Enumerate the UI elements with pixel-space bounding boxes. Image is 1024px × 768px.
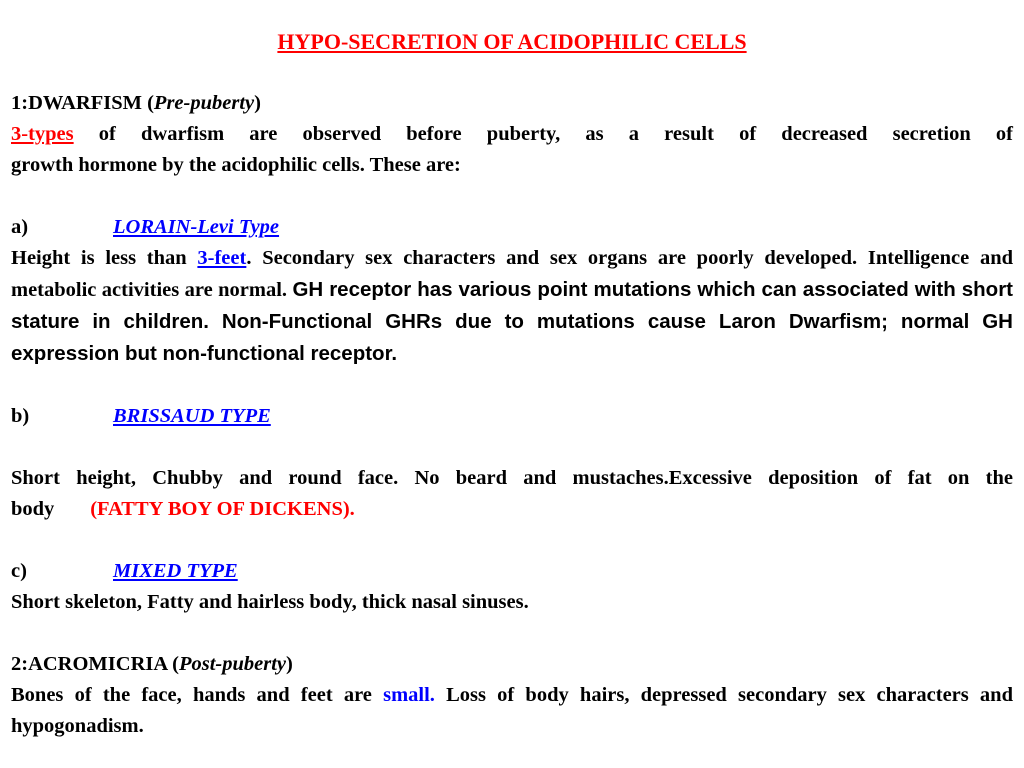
- type-c-label: c): [11, 560, 27, 582]
- acromicria-heading-suffix: ): [286, 653, 293, 675]
- type-b-text: Short height, Chubby and round face. No beard and mustaches.Excessive deposition of fat on the body: [11, 467, 1013, 520]
- type-a-description: [11, 243, 1013, 370]
- type-b-description: [11, 463, 1013, 525]
- type-a-text2: . Secondary sex characters and sex organs are poorly developed. Intelligence and metabolic activities are normal.: [11, 247, 1013, 301]
- spacer: [11, 432, 1013, 463]
- three-types-highlight: 3-types: [11, 123, 74, 145]
- small-highlight: small.: [383, 684, 435, 706]
- dwarfism-intro-line2: growth hormone by the acidophilic cells. These are:: [11, 154, 461, 176]
- dwarfism-heading-prefix: 1:DWARFISM (: [11, 92, 154, 114]
- type-c-description: Short skeleton, Fatty and hairless body, thick nasal sinuses.: [11, 591, 529, 613]
- spacer: [11, 525, 1013, 556]
- type-a-heading: [11, 212, 1013, 243]
- slide-title: HYPO-SECRETION OF ACIDOPHILIC CELLS: [277, 29, 747, 54]
- type-c-heading: [11, 556, 1013, 587]
- type-b-name: BRISSAUD TYPE: [113, 405, 271, 427]
- acromicria-text2: Loss of body hairs, depressed secondary sex characters and hypogonadism.: [11, 684, 1013, 737]
- three-feet-highlight: 3-feet: [197, 247, 247, 269]
- dwarfism-intro-line1: [11, 119, 1013, 150]
- dwarfism-heading: [11, 88, 1013, 119]
- dwarfism-heading-italic: Pre-puberty: [153, 92, 255, 114]
- spacer: [11, 181, 1013, 212]
- spacer: [11, 57, 1013, 88]
- acromicria-heading-prefix: 2:ACROMICRIA (: [11, 653, 179, 675]
- dwarfism-heading-suffix: ): [254, 92, 261, 114]
- acromicria-text1: Bones of the face, hands and feet are: [11, 684, 384, 706]
- spacer: [11, 370, 1013, 401]
- type-a-text1: Height is less than: [11, 247, 198, 269]
- type-a-gh-receptor-text: GH receptor has various point mutations which can associated with short stature in children. Non-Functional GHRs due to mutations cause Laron Dwarfism; normal GH expression but non-functional receptor.: [11, 278, 1013, 365]
- acromicria-heading-italic: Post-puberty: [178, 653, 287, 675]
- slide: [0, 26, 1024, 768]
- type-c-name: MIXED TYPE: [113, 560, 238, 582]
- fatty-boy-highlight: (FATTY BOY OF DICKENS).: [90, 498, 355, 520]
- dwarfism-intro-text: of dwarfism are observed before puberty, as a result of decreased secretion of: [73, 123, 1013, 145]
- acromicria-description: [11, 680, 1013, 742]
- type-a-label: a): [11, 216, 29, 238]
- type-b-label: b): [11, 405, 30, 427]
- type-b-heading: [11, 401, 1013, 432]
- spacer: [11, 618, 1013, 649]
- type-a-name: LORAIN-Levi Type: [113, 216, 280, 238]
- acromicria-heading: [11, 649, 1013, 680]
